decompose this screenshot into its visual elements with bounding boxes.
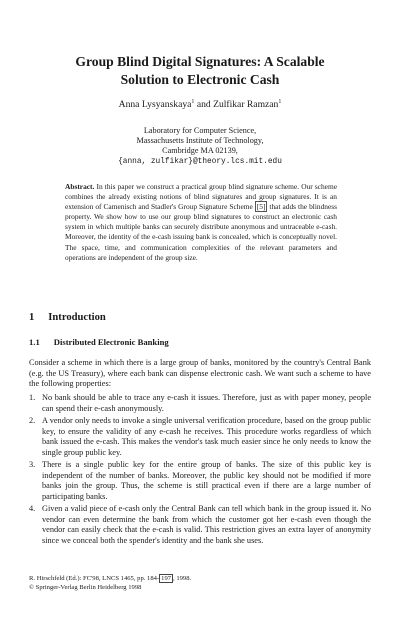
publication-info-text: R. Hirschfeld (Ed.): FC'98, LNCS 1465, pp. 184-: [29, 575, 160, 582]
affiliation-line: Massachusetts Institute of Technology,: [136, 136, 264, 146]
list-item: [29, 460, 371, 502]
subsection-heading: [29, 337, 169, 347]
list-item-number: 2.: [29, 416, 36, 425]
list-item: [29, 504, 371, 546]
list-item-number: 1.: [29, 393, 36, 402]
author-conjunction: and: [196, 99, 211, 111]
page-footer: [29, 575, 371, 592]
abstract-text: that adds the blindness property. We show how to use our group blind signatures to construct an electronic cash system in which multiple banks can securely distribute anonymous and untraceable e-cash. Moreover, the identity of the e-cash issuing bank is concealed, which is conceptually novel. The space, time, and communication complexities of the relevant parameters and operations are independent of the group size.: [65, 202, 338, 262]
section-number: 1: [29, 312, 35, 323]
publication-info-text: , 1998.: [173, 575, 192, 582]
list-item-text: A vendor only needs to invoke a single universal verification procedure, based on the group public key, to ensure the validity of any e-cash he receives. This procedure works regardless of which bank issued the e-cash. This makes the vendor's task much easier since he only needs to know the single group public key.: [42, 416, 371, 457]
author-name: Anna Lysyanskaya: [118, 99, 192, 111]
list-item: [29, 416, 371, 458]
list-item-number: 3.: [29, 460, 36, 469]
list-item-number: 4.: [29, 504, 36, 513]
section-title: Introduction: [48, 312, 106, 323]
author-name: Zulfikar Ramzan: [213, 99, 279, 111]
affiliation-block: [60, 126, 340, 167]
title-line-1: Group Blind Digital Signatures: A Scalable: [75, 54, 325, 69]
subsection-number: 1.1: [29, 337, 40, 347]
property-list: [29, 393, 371, 548]
paper-title: [40, 53, 360, 89]
page-link[interactable]: 197: [161, 575, 172, 582]
subsection-title: Distributed Electronic Banking: [53, 337, 169, 347]
abstract: [65, 182, 337, 263]
list-item-text: No bank should be able to trace any e-cash it issues. Therefore, just as with paper money, people can spend their e-cash anonymously.: [42, 393, 371, 413]
body-paragraph: Consider a scheme in which there is a large group of banks, monitored by the country's Central Bank (e.g. the US Treasury), where each bank can dispense electronic cash. We want such a scheme to have the following properties:: [29, 358, 371, 388]
copyright-notice: © Springer-Verlag Berlin Heidelberg 1998: [29, 583, 142, 591]
affiliation-line: Cambridge MA 02139,: [162, 146, 238, 156]
abstract-text: In this paper we construct a practical group blind signature scheme. Our scheme combines the already existing notions of blind signatures and group signatures. It is an extension of Camenisch and Stadler's Group Signature Scheme: [65, 182, 337, 212]
author-email: {anna, zulfikar}@theory.lcs.mit.edu: [118, 157, 282, 166]
abstract-label: Abstract.: [65, 182, 95, 191]
title-line-2: Solution to Electronic Cash: [120, 72, 280, 87]
author-affil-mark: 1: [191, 99, 195, 105]
affiliation-line: Laboratory for Computer Science,: [143, 126, 257, 135]
author-list: [40, 99, 360, 110]
list-item-text: Given a valid piece of e-cash only the Central Bank can tell which bank in the group issued it. No vendor can even determine the bank from which the customer got her e-cash even though the vendor can easily check that the e-cash is valid. This restriction gives an extra layer of anonymity since we conceal both the spender's identity and the bank she uses.: [42, 504, 371, 545]
list-item: [29, 393, 371, 414]
author-affil-mark: 1: [278, 99, 282, 105]
list-item-text: There is a single public key for the entire group of banks. The size of this public key is independent of the number of banks. Moreover, the public key should not be modified if more banks join the group. Thus, the scheme is still practical even if there are a large number of participating banks.: [42, 460, 371, 501]
section-heading: [29, 312, 106, 323]
citation-link[interactable]: [5]: [256, 202, 266, 212]
publication-info: [29, 575, 371, 584]
